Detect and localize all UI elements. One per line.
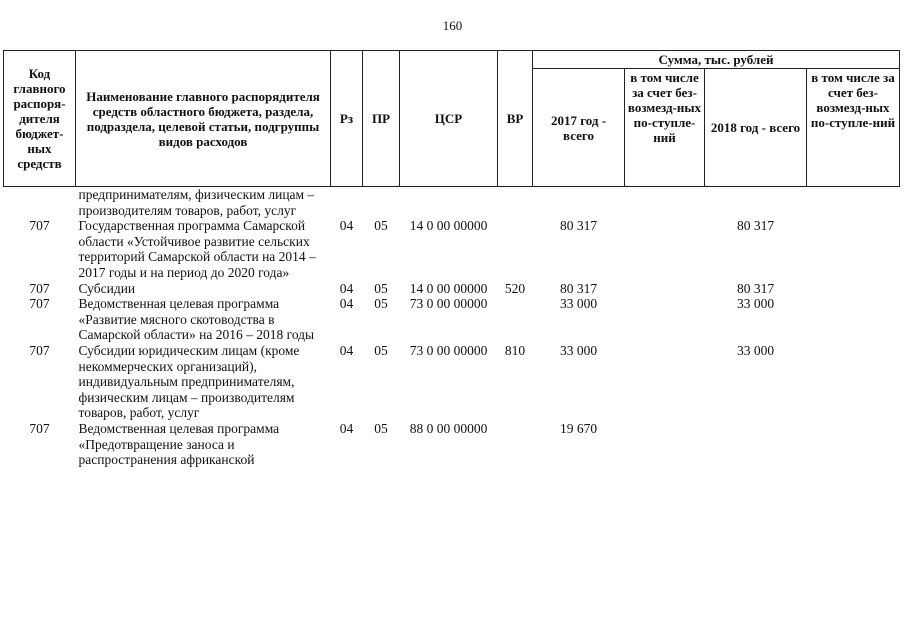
- cell-bezv-2017: [625, 343, 705, 421]
- cell-code: [4, 187, 76, 219]
- cell-name: Ведомственная целевая программа «Развитие мясного скотоводства в Самарской области» на 2016 – 2018 годы: [78, 296, 315, 343]
- cell-name: Субсидии: [78, 280, 136, 296]
- budget-table: [3, 50, 900, 468]
- cell-code: 707: [29, 218, 50, 234]
- cell-pr: 05: [374, 280, 388, 296]
- cell-total-2017: 19 670: [559, 420, 598, 436]
- cell-total-2017: 33 000: [559, 296, 598, 312]
- cell-bezv-2017: [625, 187, 705, 219]
- table-row: [4, 343, 900, 421]
- cell-bezv-2018: [807, 343, 900, 421]
- cell-name: Субсидии юридическим лицам (кроме некоммерческих организаций), индивидуальным предпринимателям, физическим лицам – производителям товаров, работ, услуг: [78, 342, 300, 421]
- table-row: [4, 421, 900, 468]
- cell-bezv-2018: [807, 421, 900, 468]
- header-bezv-2017: в том числе за счет без-возмезд-ных по-ступле-ний: [625, 69, 705, 187]
- header-rz: Рз: [331, 51, 363, 187]
- table-row: [4, 281, 900, 297]
- cell-csr: 14 0 00 00000: [409, 280, 488, 296]
- cell-total-2018: 80 317: [736, 218, 775, 234]
- cell-rz: 04: [339, 420, 354, 436]
- cell-total-2017: [533, 187, 625, 219]
- table-row: [4, 296, 900, 343]
- page-number: 160: [442, 18, 463, 33]
- cell-csr: 73 0 00 00000: [409, 342, 488, 358]
- table-row: [4, 218, 900, 280]
- cell-vr: 810: [504, 342, 526, 358]
- cell-pr: 05: [374, 420, 388, 436]
- cell-vr: 520: [504, 280, 526, 296]
- cell-rz: 04: [339, 218, 354, 234]
- cell-bezv-2017: [625, 218, 705, 280]
- cell-total-2017: 80 317: [559, 280, 598, 296]
- cell-total-2017: 80 317: [559, 218, 598, 234]
- cell-pr: [363, 187, 400, 219]
- table-body: [4, 187, 900, 468]
- cell-csr: 14 0 00 00000: [409, 218, 488, 234]
- cell-code: 707: [29, 296, 50, 312]
- cell-rz: 04: [339, 280, 354, 296]
- header-csr: ЦСР: [400, 51, 498, 187]
- cell-total-2018: [705, 187, 807, 219]
- cell-rz: 04: [339, 296, 354, 312]
- header-bezv-2018: в том числе за счет без-возмезд-ных по-ступле-ний: [807, 69, 900, 187]
- cell-code: 707: [29, 342, 50, 358]
- header-total-2017: 2017 год - всего: [533, 69, 625, 187]
- header-vr: ВР: [498, 51, 533, 187]
- cell-pr: 05: [374, 218, 388, 234]
- cell-total-2018: 33 000: [736, 296, 775, 312]
- cell-total-2018: 33 000: [736, 342, 775, 358]
- cell-code: 707: [29, 420, 50, 436]
- table-row: [4, 187, 900, 219]
- cell-pr: 05: [374, 296, 388, 312]
- cell-vr: [498, 296, 533, 343]
- cell-total-2018: 80 317: [736, 280, 775, 296]
- cell-bezv-2017: [625, 421, 705, 468]
- header-code: Код главного распоря-дителя бюджет-ных средств: [4, 51, 76, 187]
- header-name: Наименование главного распорядителя средств областного бюджета, раздела, подраздела, целевой статьи, подгруппы видов расходов: [76, 51, 331, 187]
- cell-vr: [498, 218, 533, 280]
- cell-bezv-2018: [807, 187, 900, 219]
- header-pr: ПР: [363, 51, 400, 187]
- cell-name: Государственная программа Самарской области «Устойчивое развитие сельских территорий Самарской области на 2014 – 2017 годы и на период до 2020 года»: [78, 218, 316, 280]
- cell-bezv-2018: [807, 218, 900, 280]
- cell-csr: 73 0 00 00000: [409, 296, 488, 312]
- cell-rz: [331, 187, 363, 219]
- cell-bezv-2017: [625, 281, 705, 297]
- header-total-2018: 2018 год - всего: [705, 69, 807, 187]
- cell-pr: 05: [374, 342, 388, 358]
- cell-bezv-2018: [807, 281, 900, 297]
- cell-name: Ведомственная целевая программа «Предотвращение заноса и распространения африканской: [78, 420, 280, 468]
- cell-bezv-2017: [625, 296, 705, 343]
- cell-name: предпринимателям, физическим лицам – производителям товаров, работ, услуг: [78, 187, 315, 218]
- cell-vr: [498, 187, 533, 219]
- cell-vr: [498, 421, 533, 468]
- cell-bezv-2018: [807, 296, 900, 343]
- header-sum-title: Сумма, тыс. рублей: [533, 51, 900, 69]
- table-header: [4, 51, 900, 187]
- cell-total-2017: 33 000: [559, 342, 598, 358]
- cell-code: 707: [29, 280, 50, 296]
- cell-csr: 88 0 00 00000: [409, 420, 488, 436]
- cell-rz: 04: [339, 342, 354, 358]
- cell-total-2018: [705, 421, 807, 468]
- cell-csr: [400, 187, 498, 219]
